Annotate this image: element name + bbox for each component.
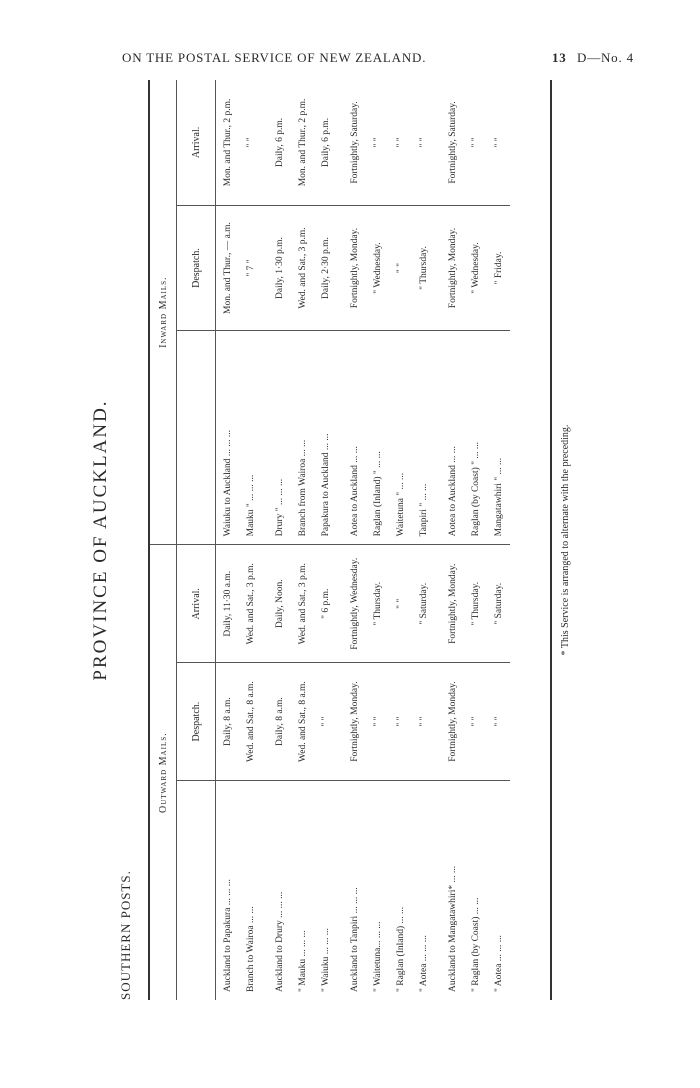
outward-arrival-header: Arrival.: [177, 545, 216, 663]
outward-despatch-cell: Daily, 8 a.m.: [262, 663, 291, 781]
inward-despatch-cell: Daily, 1·30 p.m.: [262, 205, 291, 330]
table-row: [291, 80, 314, 1000]
schedule-rows: [216, 80, 511, 1000]
outward-despatch-cell: Fortnightly, Monday.: [337, 663, 366, 781]
inward-route-header: [177, 331, 216, 545]
outward-arrival-cell: Wed. and Sat., 3 p.m.: [239, 545, 262, 663]
outward-route-cell: Auckland to Drury ... ... ...: [274, 891, 285, 992]
outward-despatch-cell: " ": [366, 663, 389, 781]
inward-route-cell: Waiuku to Auckland ... ... ...: [216, 331, 240, 545]
outward-route-cell: Auckland to Papakura ... ... ...: [222, 879, 233, 992]
table-row: [239, 80, 262, 1000]
inward-arrival-cell: " ": [412, 80, 435, 205]
inward-arrival-cell: Mon. and Thur., 2 p.m.: [291, 80, 314, 205]
inward-route-cell: Raglan (by Coast) " ... ...: [464, 331, 487, 545]
outward-route-cell: " Aotea ... ... ...: [418, 935, 429, 992]
outward-despatch-cell: " ": [314, 663, 337, 781]
outward-arrival-cell: " Thursday.: [366, 545, 389, 663]
inward-route-cell: Tanpiri " ... ...: [412, 331, 435, 545]
inward-arrival-cell: Fortnightly, Saturday.: [337, 80, 366, 205]
outward-despatch-header: Despatch.: [177, 663, 216, 781]
inward-arrival-cell: Fortnightly, Saturday.: [435, 80, 464, 205]
outward-despatch-cell: Wed. and Sat., 8 a.m.: [291, 663, 314, 781]
inward-mails-heading: Inward Mails.: [150, 80, 177, 545]
table-row: [314, 80, 337, 1000]
page-number: 13: [552, 50, 567, 65]
outward-route-cell: " Aotea ... ... ...: [493, 935, 504, 992]
schedule-table-wrapper: [148, 80, 552, 1000]
page-header: [0, 50, 700, 72]
inward-arrival-cell: Daily, 6 p.m.: [314, 80, 337, 205]
outward-route-cell: " Raglan (by Coast) ... ...: [470, 897, 481, 992]
outward-arrival-cell: Fortnightly, Monday.: [435, 545, 464, 663]
table-row: [389, 80, 412, 1000]
outward-arrival-cell: Daily, 11·30 a.m.: [216, 545, 240, 663]
inward-arrival-header: Arrival.: [177, 80, 216, 205]
inward-arrival-cell: " ": [239, 80, 262, 205]
inward-despatch-cell: Fortnightly, Monday.: [337, 205, 366, 330]
outward-despatch-cell: " ": [412, 663, 435, 781]
inward-despatch-cell: Daily, 2·30 p.m.: [314, 205, 337, 330]
table-row: [412, 80, 435, 1000]
outward-arrival-cell: Fortnightly, Wednesday.: [337, 545, 366, 663]
inward-route-cell: Drury " ... ... ...: [262, 331, 291, 545]
inward-route-cell: Papakura to Auckland ... ...: [314, 331, 337, 545]
outward-despatch-cell: " ": [389, 663, 412, 781]
outward-despatch-cell: Fortnightly, Monday.: [435, 663, 464, 781]
outward-route-cell: Branch to Wairoa ... ...: [245, 906, 256, 992]
outward-route-cell: " Waiuku ... ... ...: [320, 928, 331, 992]
inward-arrival-cell: Daily, 6 p.m.: [262, 80, 291, 205]
outward-route-cell: Auckland to Mangatawhiri* ... ...: [447, 865, 458, 992]
outward-route-cell: " Mauku ... ... ...: [297, 930, 308, 992]
table-row: [216, 80, 240, 1000]
outward-despatch-cell: Daily, 8 a.m.: [216, 663, 240, 781]
table-row: [262, 80, 291, 1000]
outward-arrival-cell: Daily, Noon.: [262, 545, 291, 663]
inward-despatch-cell: " Wednesday.: [366, 205, 389, 330]
inward-despatch-cell: Fortnightly, Monday.: [435, 205, 464, 330]
outward-arrival-cell: " Saturday.: [412, 545, 435, 663]
inward-route-cell: Raglan (Inland) " ... ...: [366, 331, 389, 545]
province-heading: PROVINCE OF AUCKLAND.: [90, 399, 111, 681]
table-row: [435, 80, 464, 1000]
inward-route-cell: Branch from Wairoa ... ...: [291, 331, 314, 545]
mail-schedule-table: [150, 80, 510, 1000]
footnote: * This Service is arranged to alternate with the preceding.: [560, 424, 571, 656]
inward-despatch-cell: " ": [389, 205, 412, 330]
inward-route-cell: Mauku " ... ... ...: [239, 331, 262, 545]
outward-arrival-cell: " Thursday.: [464, 545, 487, 663]
inward-route-cell: Mangatawhiri " ... ...: [487, 331, 510, 545]
document-reference: D—No. 4: [577, 50, 634, 65]
table-row: [366, 80, 389, 1000]
inward-despatch-cell: " Friday.: [487, 205, 510, 330]
outward-arrival-cell: Wed. and Sat., 3 p.m.: [291, 545, 314, 663]
table-row: [487, 80, 510, 1000]
inward-route-cell: Aotea to Auckland ... ...: [337, 331, 366, 545]
outward-arrival-cell: " 6 p.m.: [314, 545, 337, 663]
outward-despatch-cell: Wed. and Sat., 8 a.m.: [239, 663, 262, 781]
outward-arrival-cell: " Saturday.: [487, 545, 510, 663]
inward-despatch-header: Despatch.: [177, 205, 216, 330]
inward-route-cell: Waitetuna " ... ...: [389, 331, 412, 545]
inward-despatch-cell: Mon. and Thur., — a.m.: [216, 205, 240, 330]
outward-despatch-cell: " ": [464, 663, 487, 781]
inward-despatch-cell: " 7 ": [239, 205, 262, 330]
outward-route-cell: " Waitetuna... ... ...: [372, 921, 383, 992]
rotated-content: [90, 80, 610, 1000]
running-title: ON THE POSTAL SERVICE OF NEW ZEALAND.: [122, 50, 427, 65]
outward-mails-heading: Outward Mails.: [150, 545, 177, 1000]
outward-route-cell: Auckland to Tanpiri ... ... ...: [349, 887, 360, 992]
inward-arrival-cell: " ": [464, 80, 487, 205]
outward-route-cell: " Raglan (Inland) ... ...: [395, 906, 406, 992]
inward-route-cell: Aotea to Auckland ... ...: [435, 331, 464, 545]
outward-arrival-cell: " ": [389, 545, 412, 663]
table-row: [337, 80, 366, 1000]
outward-route-header: [177, 780, 216, 1000]
section-heading: SOUTHERN POSTS.: [118, 870, 133, 1000]
inward-despatch-cell: " Wednesday.: [464, 205, 487, 330]
inward-despatch-cell: Wed. and Sat., 3 p.m.: [291, 205, 314, 330]
inward-arrival-cell: " ": [366, 80, 389, 205]
inward-arrival-cell: " ": [389, 80, 412, 205]
inward-arrival-cell: " ": [487, 80, 510, 205]
outward-despatch-cell: " ": [487, 663, 510, 781]
inward-despatch-cell: " Thursday.: [412, 205, 435, 330]
table-row: [464, 80, 487, 1000]
inward-arrival-cell: Mon. and Thur., 2 p.m.: [216, 80, 240, 205]
